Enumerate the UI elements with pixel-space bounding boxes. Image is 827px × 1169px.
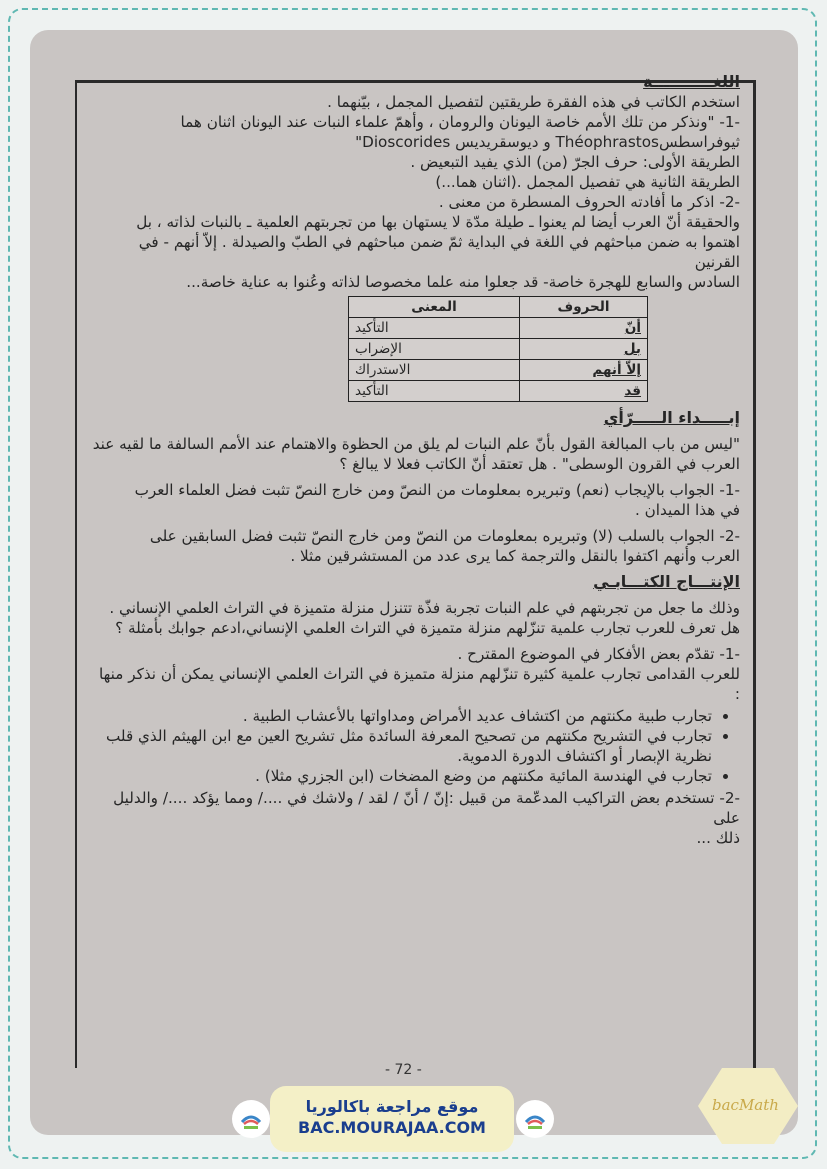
list-item: • تجارب طبية مكنتهم من اكتشاف عديد الأمراض ومداواتها بالأعشاب الطبية . [90, 706, 712, 726]
answer-2-cont: العرب وأنهم اكتفوا بالنقل والترجمة كما يرى عدد من المستشرقين مثلا . [290, 547, 740, 565]
section-title-language: اللغـــــــــــة [643, 72, 740, 91]
list-item: • تجارب في الهندسة المائية مكنتهم من وضع المضخات (ابن الجزري مثلا) . [90, 766, 712, 786]
passage-line-1: والحقيقة أنّ العرب أيضا لم يعنوا ـ طيلة مدّة لا يستهان بها من تجربتهم العلمية ـ بالنبات لذاته ، بل [136, 213, 740, 231]
writing-prompt-2: هل تعرف للعرب تجارب علمية تنزّلهم منزلة متميزة في التراث العلمي الإنساني،ادعم جوابك بأمثلة ؟ [115, 619, 740, 637]
passage-line-3: السادس والسابع للهجرة خاصة- قد جعلوا منه علما مخصوصا لذاته وعُنوا به عناية خاصة... [186, 273, 740, 291]
writing-prompt-1: وذلك ما جعل من تجربتهم في علم النبات تجربة فذّة تتنزل منزلة متميزة في التراث العلمي الإنساني . [109, 599, 740, 617]
table-cell-letter: إلاّ أنهم [520, 360, 648, 381]
writing-step-2: -2- تستخدم بعض التراكيب المدعّمة من قبيل :إنّ / أنّ / لقد / ولاشك في ..../ ومما يؤكد ..../ والدليل على [113, 789, 740, 827]
page-number: - 72 - [385, 1062, 422, 1078]
intro-question: استخدم الكاتب في هذه الفقرة طريقتين لتفصيل المجمل ، بيّنهما . [327, 93, 740, 111]
table-header-meaning: المعنى [349, 297, 520, 318]
table-cell-meaning: الإضراب [349, 339, 520, 360]
site-logo-left-icon [232, 1100, 270, 1138]
question-1: -1- "ونذكر من تلك الأمم خاصة اليونان والرومان ، وأهمّ علماء النبات عند اليونان اثنان هما [180, 113, 740, 131]
document-body [90, 72, 740, 848]
letters-meaning-table [348, 296, 648, 402]
table-cell-meaning: التأكيد [349, 381, 520, 402]
table-row [349, 360, 648, 381]
list-item: • تجارب في التشريح مكنتهم من تصحيح المعرفة السائدة مثل تشريح العين مع ابن الهيثم الذي قلب نظرية الإبصار أو اكتشاف الدورة الدموية. [90, 726, 712, 766]
method-1: الطريقة الأولى: حرف الجرّ (من) الذي يفيد التبعيض . [410, 153, 740, 171]
experiments-list [90, 706, 740, 786]
writing-step-2-cont: ذلك ... [696, 829, 740, 847]
writing-step-1-intro: للعرب القدامى تجارب علمية كثيرة تنزّلهم منزلة متميزة في التراث العلمي الإنساني يمكن أن نذكر منها : [99, 665, 740, 703]
question-2: -2- اذكر ما أفادته الحروف المسطرة من معنى . [438, 193, 740, 211]
table-header-row [349, 297, 648, 318]
table-cell-letter: بل [520, 339, 648, 360]
passage-line-2: اهتموا به ضمن مباحثهم في اللغة في البداية ثمّ ضمن مباحثهم في الطبّ والصيدلة . إلاّ أنهم - في القرنين [138, 233, 740, 271]
answer-1: -1- الجواب بالإيجاب (نعم) وتبريره بمعلومات من النصّ ومن خارج النصّ تثبت فضل العلماء العرب [134, 481, 740, 499]
opinion-quote-2: العرب في القرون الوسطى" . هل تعتقد أنّ الكاتب فعلا لا يبالغ ؟ [339, 455, 740, 473]
opinion-quote-1: "ليس من باب المبالغة القول بأنّ علم النبات لم يلق من الحظوة والاهتمام عند الأمم السالفة ما لقيه عند [92, 435, 740, 453]
method-2: الطريقة الثانية هي تفصيل المجمل .(اثنان هما...) [435, 173, 740, 191]
table-cell-meaning: الاستدراك [349, 360, 520, 381]
site-logo-right-icon [516, 1100, 554, 1138]
question-1-cont: ثيوفراسطسThéophrastos و ديوسقريديس Dioscorides" [355, 133, 740, 151]
section-title-opinion: إبـــــداء الـــــرّأي [603, 408, 740, 427]
table-row [349, 339, 648, 360]
site-url-link[interactable]: BAC.MOURAJAA.COM [298, 1118, 486, 1137]
writing-step-1: -1- تقدّم بعض الأفكار في الموضوع المقترح . [457, 645, 740, 663]
answer-2: -2- الجواب بالسلب (لا) وتبريره بمعلومات من النصّ ومن خارج النصّ تثبت فضل السابقين على [149, 527, 740, 545]
table-row [349, 381, 648, 402]
table-header-letters: الحروف [520, 297, 648, 318]
site-name[interactable]: موقع مراجعة باكالوريا [305, 1097, 479, 1116]
table-cell-letter: أنّ [520, 318, 648, 339]
site-badge[interactable] [270, 1086, 514, 1152]
answer-1-cont: في هذا الميدان . [635, 501, 740, 519]
bacmath-logo-text: bacMath [712, 1096, 779, 1114]
table-cell-letter: قد [520, 381, 648, 402]
table-cell-meaning: التأكيد [349, 318, 520, 339]
section-title-writing: الإنتـــاج الكتـــابـي [593, 572, 740, 591]
table-row [349, 318, 648, 339]
